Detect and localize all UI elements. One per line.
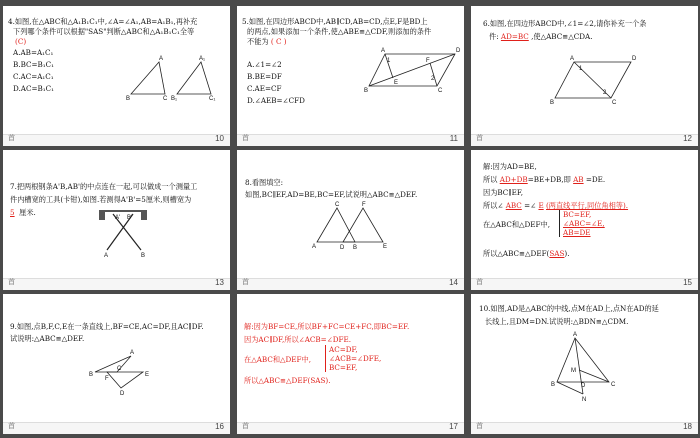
vertex-label: A <box>381 48 386 54</box>
home-label: 首 <box>242 423 249 430</box>
slide-number: 14 <box>449 278 458 287</box>
vertex-label: B <box>550 100 555 106</box>
triangle-figure <box>3 6 230 146</box>
question-line: 7.把两根钢条A'B,AB'的中点连在一起,可以做成一个测量工 <box>10 182 198 191</box>
slide-footer-bar <box>471 278 698 290</box>
slide-number: 11 <box>449 134 458 143</box>
vertex-label: A <box>312 244 317 250</box>
vertex-label: A₁ <box>199 56 206 62</box>
vertex-label: B <box>126 96 131 102</box>
home-label: 首 <box>8 423 15 430</box>
question-line: 如图,BC∥EF,AD=BE,BC=EF,试说明△ABC≌△DEF. <box>245 190 418 199</box>
vertex-label: C <box>163 96 168 102</box>
vertex-label: E <box>145 372 150 378</box>
vertex-label: D <box>581 383 586 389</box>
angle-label: 1 <box>387 58 391 64</box>
question-line: 4.如图,在△ABC和△A₁B₁C₁中,∠A=∠A₁,AB=A₁B₁,再补充 <box>8 17 198 26</box>
vertex-label: D <box>632 56 637 62</box>
home-label: 首 <box>242 279 249 286</box>
quadrilateral-figure <box>237 6 464 146</box>
solution-line: 所以 AD+DB=BE+DB,即 AB =DE. <box>483 175 606 184</box>
vertex-label: B <box>364 88 369 94</box>
solution-line: 所以△ABC≌△DEF(SAS). <box>244 376 331 385</box>
option-c: C.AE=CF <box>247 84 282 93</box>
slide-number: 15 <box>683 278 692 287</box>
vertex-label: C <box>612 100 617 106</box>
vertex-label: E <box>394 80 399 86</box>
question-line: 的两点,如果添加一个条件,使△ABE≌△CDF,则添加的条件 <box>247 27 432 36</box>
triangle-figure <box>237 150 464 290</box>
option-a: A.∠1=∠2 <box>247 60 282 69</box>
question-line: 件内槽宽的工具(卡钳),如图.若测得A'B'=5厘米,则槽宽为 <box>10 195 192 204</box>
solution-line: 因为AC∥DF,所以∠ACB=∠DFE. <box>244 335 351 344</box>
vertex-label: A <box>104 253 109 259</box>
question-line: 5.如图,在四边形ABCD中,AB∥CD,AB=CD,点E,F是BD上 <box>242 17 428 26</box>
quadrilateral-figure <box>471 6 698 146</box>
answer-blank: 5 <box>10 208 15 217</box>
vertex-label: C <box>438 88 443 94</box>
caliper-figure <box>3 150 230 290</box>
question-line: 长线上,且DM=DN.试说明:△BDN≌△CDM. <box>485 317 629 326</box>
solution-line: 在△ABC和△DEF中, <box>483 220 551 229</box>
slide-footer-bar <box>471 134 698 146</box>
answer-text: (C) <box>15 37 27 46</box>
vertex-label: C₁ <box>209 96 216 102</box>
slide-number: 10 <box>215 134 224 143</box>
solution-line: 因为BC∥EF, <box>483 188 524 197</box>
vertex-label: C <box>335 202 340 208</box>
question-line: 下列哪个条件可以根据"SAS"判断△ABC和△A₁B₁C₁全等 <box>13 27 195 36</box>
question-line: 不能为 ( C ) <box>247 37 287 46</box>
solution-line: 解:因为BF=CE,所以BF+FC=CE+FC,即BC=EF. <box>244 322 410 331</box>
slide-number: 18 <box>683 422 692 431</box>
vertex-label: A' <box>115 215 121 221</box>
vertex-label: A <box>130 350 135 356</box>
vertex-label: F <box>105 376 109 382</box>
slide-thumbnail-17[interactable] <box>237 294 464 434</box>
solution-line: 所以△ABC≌△DEF(SAS). <box>483 249 570 258</box>
option-b: B.BC=B₁C₁ <box>13 60 55 69</box>
solution-line: 解:因为AD=BE, <box>483 162 537 171</box>
option-d: D.AC=B₁C₁ <box>13 84 55 93</box>
slide-footer-bar <box>3 422 230 434</box>
solution-line: 所以∠ ABC =∠ E (两直线平行,同位角相等). <box>483 201 629 210</box>
angle-label: 1 <box>579 66 583 72</box>
slide-footer-bar <box>471 422 698 434</box>
vertex-label: B <box>141 253 146 259</box>
slide-footer-bar <box>3 134 230 146</box>
vertex-label: B <box>353 245 358 251</box>
home-label: 首 <box>8 279 15 286</box>
vertex-label: F <box>426 58 430 64</box>
home-label: 首 <box>242 135 249 142</box>
question-line: 5 厘米. <box>10 208 36 217</box>
slide-thumbnail-14[interactable] <box>237 150 464 290</box>
slide-thumbnail-18[interactable] <box>471 294 698 434</box>
option-b: B.BE=DF <box>247 72 282 81</box>
slide-thumbnail-13[interactable] <box>3 150 230 290</box>
answer-blank: AD=BC <box>500 32 529 41</box>
vertex-label: M <box>571 368 576 374</box>
angle-label: 2 <box>431 76 435 82</box>
slide-number: 12 <box>683 134 692 143</box>
slide-footer-bar <box>3 278 230 290</box>
question-line: 9.如图,点B,F,C,E在一条直线上,BF=CE,AC=DF,且AC∥DF. <box>10 322 204 331</box>
vertex-label: A <box>570 56 575 62</box>
vertex-label: D <box>456 48 461 54</box>
vertex-label: B <box>89 372 94 378</box>
question-line: 8.看图填空: <box>245 178 284 187</box>
solution-line: 在△ABC和△DEF中, <box>244 355 312 364</box>
home-label: 首 <box>476 135 483 142</box>
question-line: 试说明:△ABC≌△DEF. <box>10 334 85 343</box>
vertex-label: N <box>582 397 587 403</box>
question-line: 件: AD=BC ,使△ABC≌△CDA. <box>489 32 593 41</box>
condition-brace: AC=DF, ∠ACB=∠DFE, BC=EF, <box>325 345 381 372</box>
vertex-label: C <box>611 382 616 388</box>
triangle-figure <box>471 294 698 434</box>
home-label: 首 <box>476 423 483 430</box>
vertex-label: A <box>159 56 164 62</box>
slide-number: 16 <box>215 422 224 431</box>
option-d: D.∠AEB=∠CFD <box>247 96 305 105</box>
vertex-label: E <box>383 244 388 250</box>
angle-label: 2 <box>603 90 607 96</box>
vertex-label: F <box>362 202 366 208</box>
condition-brace: BC=EF, ∠ABC=∠E, AB=DE <box>559 210 605 237</box>
slide-footer-bar <box>237 278 464 290</box>
vertex-label: D <box>120 391 125 397</box>
question-line: 6.如图,在四边形ABCD中,∠1=∠2,请你补充一个条 <box>483 19 647 28</box>
triangle-figure <box>3 294 230 434</box>
option-a: A.AB=A₁C₁ <box>13 48 54 57</box>
question-line: 10.如图,AD是△ABC的中线,点M在AD上,点N在AD的延 <box>479 304 659 313</box>
slide-thumbnail-10[interactable] <box>3 6 230 146</box>
vertex-label: C <box>117 366 122 372</box>
slide-number: 13 <box>215 278 224 287</box>
slide-number: 17 <box>449 422 458 431</box>
option-c: C.AC=A₁C₁ <box>13 72 54 81</box>
slide-thumbnail-16[interactable] <box>3 294 230 434</box>
vertex-label: A <box>573 332 578 338</box>
vertex-label: B' <box>127 215 133 221</box>
slide-thumbnail-12[interactable] <box>471 6 698 146</box>
vertex-label: B <box>551 382 556 388</box>
vertex-label: D <box>340 245 345 251</box>
vertex-label: B₁ <box>171 96 178 102</box>
slide-thumbnail-11[interactable] <box>237 6 464 146</box>
slide-footer-bar <box>237 422 464 434</box>
home-label: 首 <box>476 279 483 286</box>
slide-thumbnail-15[interactable] <box>471 150 698 290</box>
home-label: 首 <box>8 135 15 142</box>
slide-footer-bar <box>237 134 464 146</box>
